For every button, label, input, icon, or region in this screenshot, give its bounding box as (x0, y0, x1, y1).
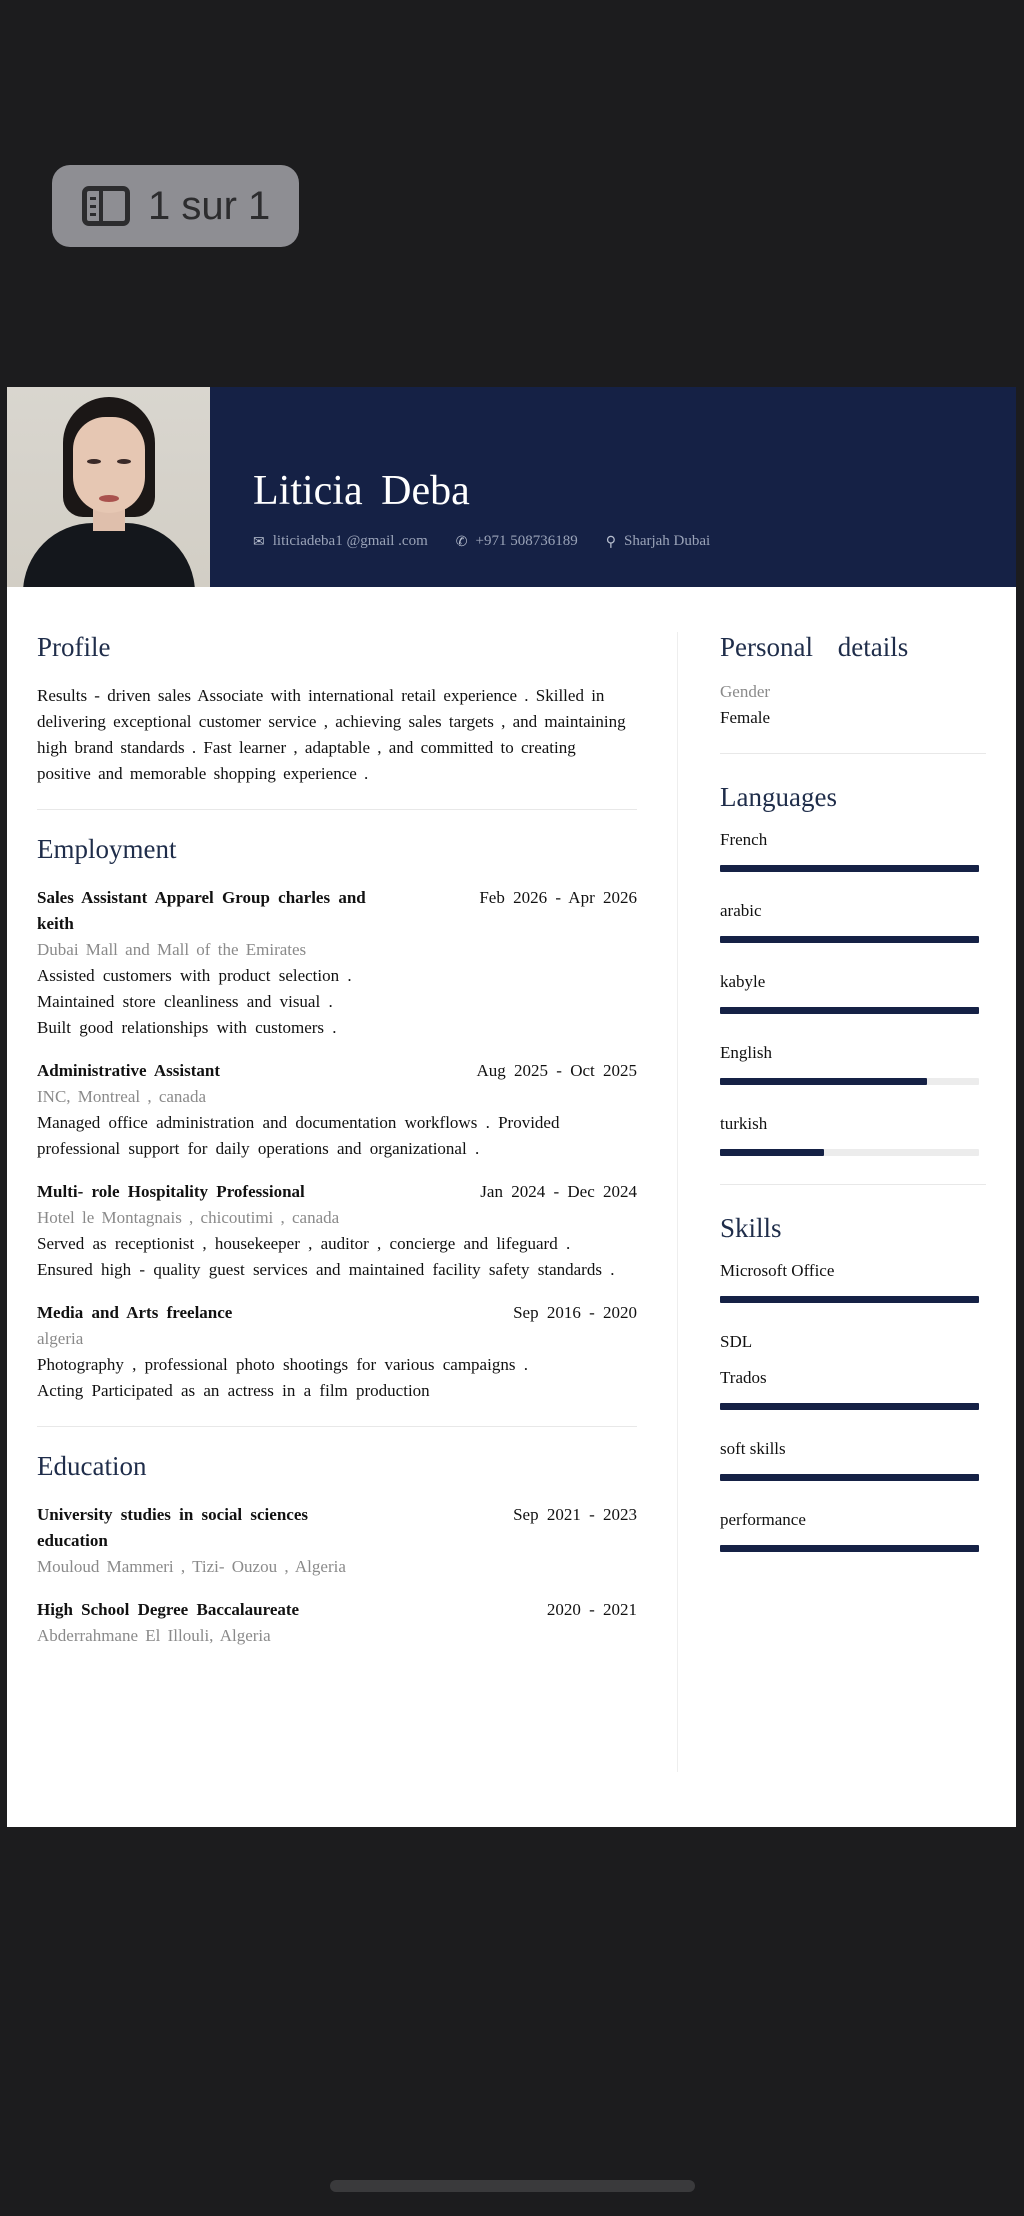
language-level-fill (720, 1078, 927, 1085)
education-location: Mouloud Mammeri , Tizi- Ouzou , Algeria (37, 1557, 346, 1576)
skill-level-bar (720, 1545, 979, 1552)
education-title: High School Degree Baccalaureate (37, 1600, 300, 1619)
skill-level-bar (720, 1474, 979, 1481)
job-line: Ensured high - quality guest services and maintained facility safety standards . (37, 1260, 615, 1279)
skill-level-bar (720, 1403, 979, 1410)
skill-level-fill (720, 1474, 979, 1481)
job-location: Dubai Mall and Mall of the Emirates (37, 940, 307, 959)
profile-heading: Profile (37, 632, 111, 662)
language-item (720, 1042, 986, 1085)
language-item (720, 1113, 986, 1156)
gender-label: Gender (720, 682, 771, 701)
language-level-bar (720, 1007, 979, 1014)
phone-icon: ✆ (455, 533, 468, 550)
column-divider (677, 632, 678, 1772)
location-pin-icon: ⚲ (605, 533, 616, 550)
skill-name: soft skills (720, 1439, 786, 1458)
language-name: French (720, 830, 768, 849)
language-level-bar (720, 1149, 979, 1156)
education-date: 2020 - 2021 (546, 1600, 637, 1619)
contact-phone (456, 533, 578, 550)
education-heading: Education (37, 1451, 147, 1481)
language-name: arabic (720, 901, 762, 920)
language-item (720, 900, 986, 943)
education-title: University studies in social sciences education (37, 1505, 308, 1550)
languages-section (720, 782, 986, 1156)
gender-value: Female (720, 708, 771, 727)
education-location: Abderrahmane El Illouli, Algeria (37, 1626, 271, 1645)
job-title: Administrative Assistant (37, 1061, 220, 1080)
languages-heading: Languages (720, 782, 837, 812)
skill-item (720, 1331, 986, 1353)
job-date: Sep 2016 - 2020 (513, 1303, 637, 1322)
contact-row (253, 533, 738, 550)
job-entry (37, 1179, 637, 1283)
job-date: Aug 2025 - Oct 2025 (476, 1061, 637, 1080)
personal-details-section (720, 632, 986, 731)
job-title: Media and Arts freelance (37, 1303, 233, 1322)
phone-text: +971 508736189 (475, 533, 578, 549)
job-location: INC, Montreal , canada (37, 1087, 207, 1106)
skills-section (720, 1213, 986, 1552)
home-indicator[interactable] (330, 2180, 695, 2192)
skill-level-fill (720, 1403, 979, 1410)
employment-heading: Employment (37, 834, 177, 864)
job-line: Built good relationships with customers . (37, 1018, 337, 1037)
job-entry (37, 1058, 637, 1162)
skill-level-fill (720, 1296, 979, 1303)
job-line: Acting Participated as an actress in a film production (37, 1381, 430, 1400)
section-divider (720, 753, 986, 754)
profile-section (37, 632, 637, 787)
language-level-bar (720, 1078, 979, 1085)
skill-name: Microsoft Office (720, 1261, 835, 1280)
skill-item (720, 1260, 986, 1303)
education-entry (37, 1502, 637, 1580)
job-line: Maintained store cleanliness and visual . (37, 992, 333, 1011)
candidate-name: Liticia Deba (253, 468, 470, 514)
contact-location (606, 533, 711, 550)
page-indicator[interactable] (52, 165, 299, 247)
job-line: Assisted customers with product selection . (37, 966, 352, 985)
education-section (37, 1451, 637, 1649)
job-entry (37, 885, 637, 1041)
education-entry (37, 1597, 637, 1649)
resume-page (7, 387, 1016, 1827)
envelope-icon: ✉ (253, 533, 265, 550)
job-line: Served as receptionist , housekeeper , auditor , concierge and lifeguard . (37, 1234, 571, 1253)
profile-photo (7, 387, 210, 587)
job-entry (37, 1300, 637, 1404)
language-level-bar (720, 865, 979, 872)
section-divider (37, 1426, 637, 1427)
skill-level-bar (720, 1296, 979, 1303)
section-divider (37, 809, 637, 810)
job-line: Managed office administration and documentation workflows . Provided professional support for daily operations and organizational . (37, 1113, 560, 1158)
language-item (720, 829, 986, 872)
skill-name: Trados (720, 1368, 767, 1387)
location-text: Sharjah Dubai (623, 533, 711, 549)
education-date: Sep 2021 - 2023 (513, 1505, 637, 1524)
profile-text: Results - driven sales Associate with international retail experience . Skilled in delivering exceptional customer service , achieving sales targets , and maintaining high brand standards . Fast learner , adaptable , and committed to creating positive and memorable shopping experience . (37, 686, 626, 783)
job-date: Feb 2026 - Apr 2026 (479, 888, 637, 907)
contact-email (253, 533, 428, 550)
skill-item (720, 1367, 986, 1410)
section-divider (720, 1184, 986, 1185)
job-title: Multi- role Hospitality Professional (37, 1182, 305, 1201)
resume-header (7, 387, 1016, 587)
job-line: Photography , professional photo shootings for various campaigns . (37, 1355, 528, 1374)
employment-section (37, 834, 637, 1404)
skill-level-fill (720, 1545, 979, 1552)
job-location: algeria (37, 1329, 84, 1348)
skills-heading: Skills (720, 1213, 782, 1243)
skill-name: SDL (720, 1332, 753, 1351)
job-location: Hotel le Montagnais , chicoutimi , canada (37, 1208, 340, 1227)
language-item (720, 971, 986, 1014)
language-level-fill (720, 936, 979, 943)
language-level-bar (720, 936, 979, 943)
sidebar-icon (82, 186, 130, 226)
email-text: liticiadeba1 @gmail .com (272, 533, 428, 549)
job-date: Jan 2024 - Dec 2024 (480, 1182, 637, 1201)
job-title: Sales Assistant Apparel Group charles and keith (37, 888, 366, 933)
personal-details-heading: Personal details (720, 632, 909, 662)
right-column (720, 632, 986, 1580)
left-column (37, 632, 637, 1666)
language-level-fill (720, 865, 979, 872)
language-name: English (720, 1043, 772, 1062)
language-name: kabyle (720, 972, 766, 991)
skill-name: performance (720, 1510, 806, 1529)
language-level-fill (720, 1007, 979, 1014)
page-indicator-label: 1 sur 1 (148, 183, 271, 228)
skill-item (720, 1509, 986, 1552)
language-name: turkish (720, 1114, 768, 1133)
skill-item (720, 1438, 986, 1481)
language-level-fill (720, 1149, 824, 1156)
